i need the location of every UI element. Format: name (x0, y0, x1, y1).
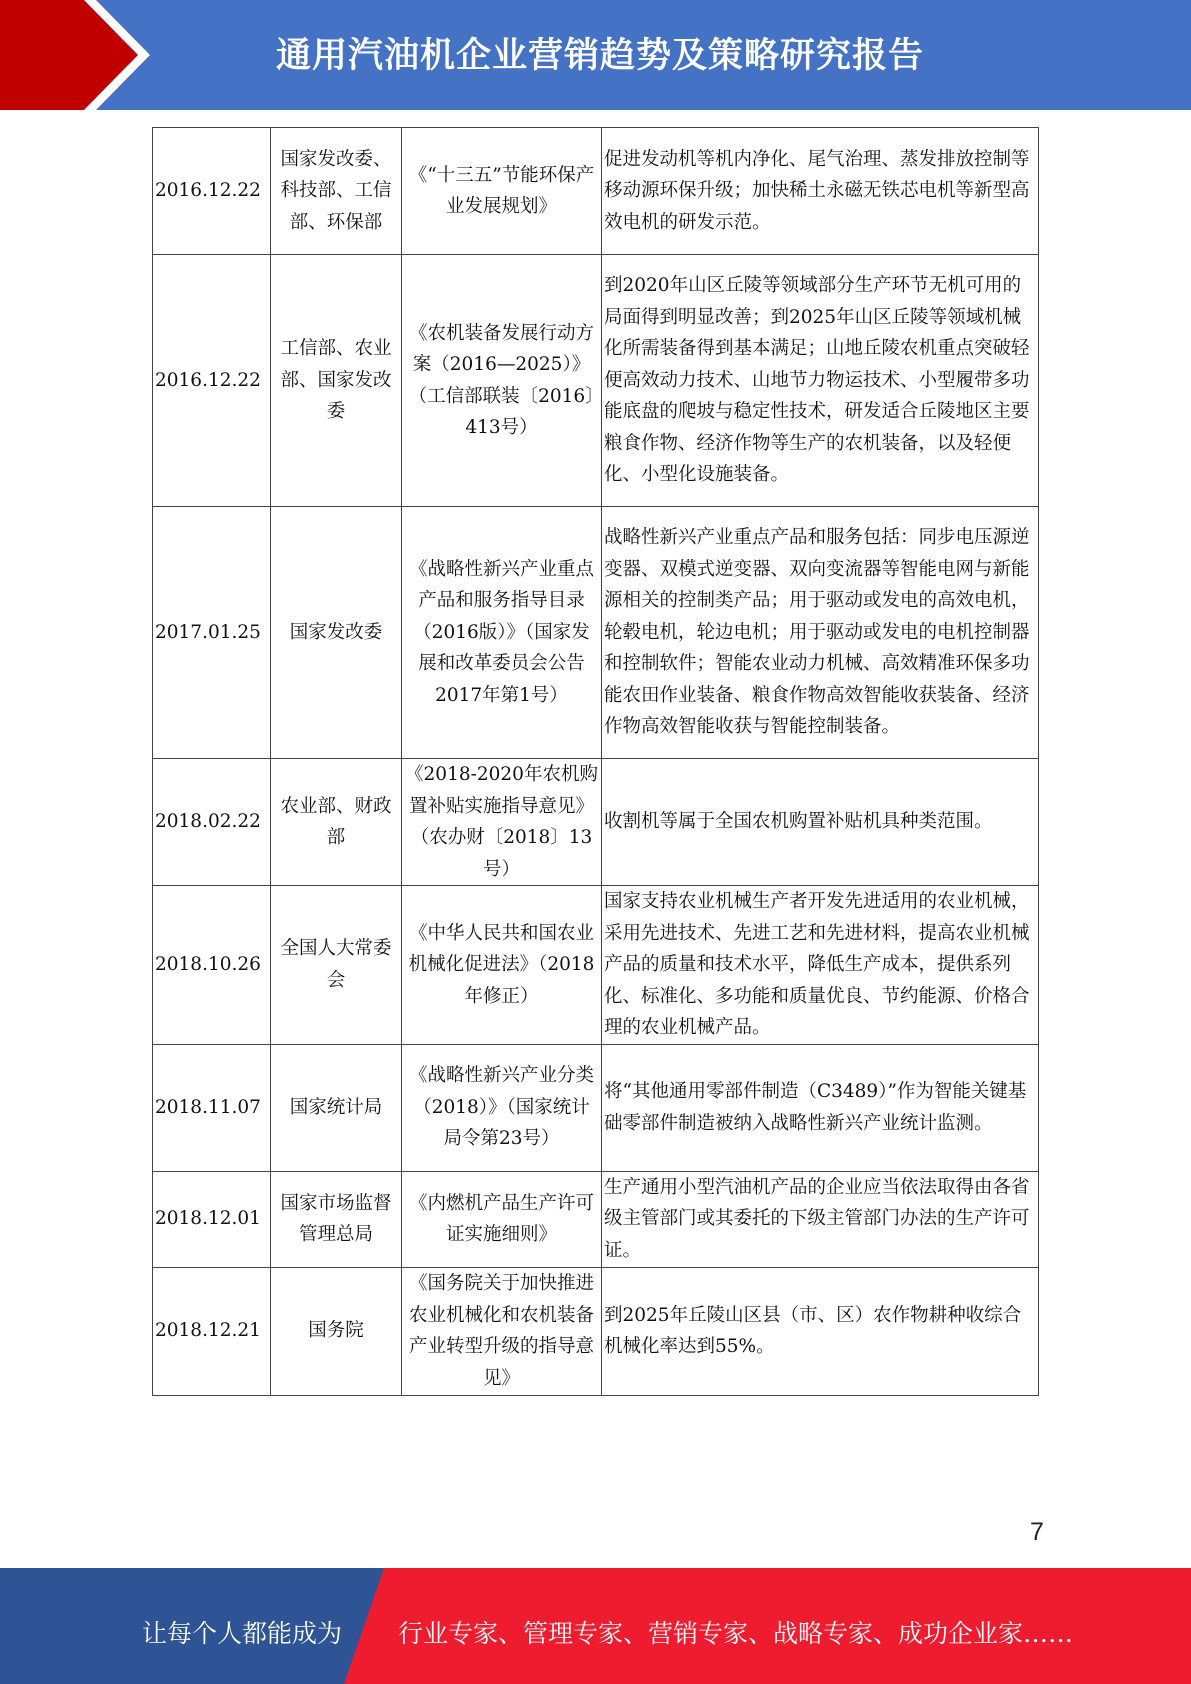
row-content: 到2025年丘陵山区县（市、区）农作物耕种收综合机械化率达到55%。 (602, 1267, 1039, 1395)
footer-slogan-right: 行业专家、管理专家、营销专家、战略专家、成功企业家…… (398, 1619, 1074, 1648)
table-row (153, 1267, 1039, 1395)
row-content: 将“其他通用零部件制造（C3489）”作为智能关键基础零部件制造被纳入战略性新兴产业统计监测。 (602, 1044, 1039, 1171)
row-dept: 农业部、财政部 (271, 759, 402, 886)
table-row (153, 128, 1039, 255)
row-date: 2018.02.22 (153, 759, 271, 886)
row-content: 国家支持农业机械生产者开发先进适用的农业机械，采用先进技术、先进工艺和先进材料，提高农业机械产品的质量和技术水平，降低生产成本，提供系列化、标准化、多功能和质量优良、节约能源、价格合理的农业机械产品。 (602, 886, 1039, 1045)
row-content: 收割机等属于全国农机购置补贴机具种类范围。 (602, 759, 1039, 886)
table-row (153, 886, 1039, 1045)
table-row (153, 759, 1039, 886)
row-doc: 《中华人民共和国农业机械化促进法》（2018年修正） (402, 886, 602, 1045)
row-doc: 《战略性新兴产业分类（2018）》（国家统计局令第23号） (402, 1044, 602, 1171)
footer-slogan-left: 让每个人都能成为 (142, 1619, 343, 1648)
row-content: 到2020年山区丘陵等领域部分生产环节无机可用的局面得到明显改善；到2025年山区丘陵等领域机械化所需装备得到基本满足；山地丘陵农机重点突破轻便高效动力技术、山地节力物运技术、小型履带多功能底盘的爬坡与稳定性技术，研发适合丘陵地区主要粮食作物、经济作物等生产的农机装备，以及轻便化、小型化设施装备。 (602, 255, 1039, 507)
row-doc: 《农机装备发展行动方案（2016—2025）》（工信部联装〔2016〕413号） (402, 255, 602, 507)
row-dept: 国务院 (271, 1267, 402, 1395)
page-number: 7 (1030, 1518, 1044, 1546)
row-date: 2018.10.26 (153, 886, 271, 1045)
table-row (153, 507, 1039, 759)
policy-table (152, 127, 1039, 1396)
table-row (153, 255, 1039, 507)
row-dept: 国家市场监督管理总局 (271, 1171, 402, 1267)
row-content: 促进发动机等机内净化、尾气治理、蒸发排放控制等移动源环保升级；加快稀土永磁无铁芯电机等新型高效电机的研发示范。 (602, 128, 1039, 255)
row-date: 2018.12.21 (153, 1267, 271, 1395)
row-dept: 全国人大常委会 (271, 886, 402, 1045)
row-doc: 《内燃机产品生产许可证实施细则》 (402, 1171, 602, 1267)
row-content: 生产通用小型汽油机产品的企业应当依法取得由各省级主管部门或其委托的下级主管部门办法的生产许可证。 (602, 1171, 1039, 1267)
row-doc: 《2018-2020年农机购置补贴实施指导意见》（农办财〔2018〕13号） (402, 759, 602, 886)
row-dept: 国家发改委 (271, 507, 402, 759)
row-dept: 国家统计局 (271, 1044, 402, 1171)
table-row (153, 1044, 1039, 1171)
table-row (153, 1171, 1039, 1267)
row-doc: 《国务院关于加快推进农业机械化和农机装备产业转型升级的指导意见》 (402, 1267, 602, 1395)
row-dept: 工信部、农业部、国家发改委 (271, 255, 402, 507)
row-date: 2016.12.22 (153, 128, 271, 255)
footer-banner (0, 1568, 1191, 1684)
row-content: 战略性新兴产业重点产品和服务包括：同步电压源逆变器、双模式逆变器、双向变流器等智能电网与新能源相关的控制类产品；用于驱动或发电的高效电机，轮毂电机，轮边电机；用于驱动或发电的电机控制器和控制软件；智能农业动力机械、高效精准环保多功能农田作业装备、粮食作物高效智能收获装备、经济作物高效智能收获与智能控制装备。 (602, 507, 1039, 759)
row-date: 2016.12.22 (153, 255, 271, 507)
row-date: 2017.01.25 (153, 507, 271, 759)
report-title: 通用汽油机企业营销趋势及策略研究报告 (276, 36, 925, 76)
row-doc: 《“十三五”节能环保产业发展规划》 (402, 128, 602, 255)
row-date: 2018.11.07 (153, 1044, 271, 1171)
report-header (0, 0, 1191, 110)
row-date: 2018.12.01 (153, 1171, 271, 1267)
row-dept: 国家发改委、科技部、工信部、环保部 (271, 128, 402, 255)
row-doc: 《战略性新兴产业重点产品和服务指导目录（2016版）》（国家发展和改革委员会公告2017年第1号） (402, 507, 602, 759)
